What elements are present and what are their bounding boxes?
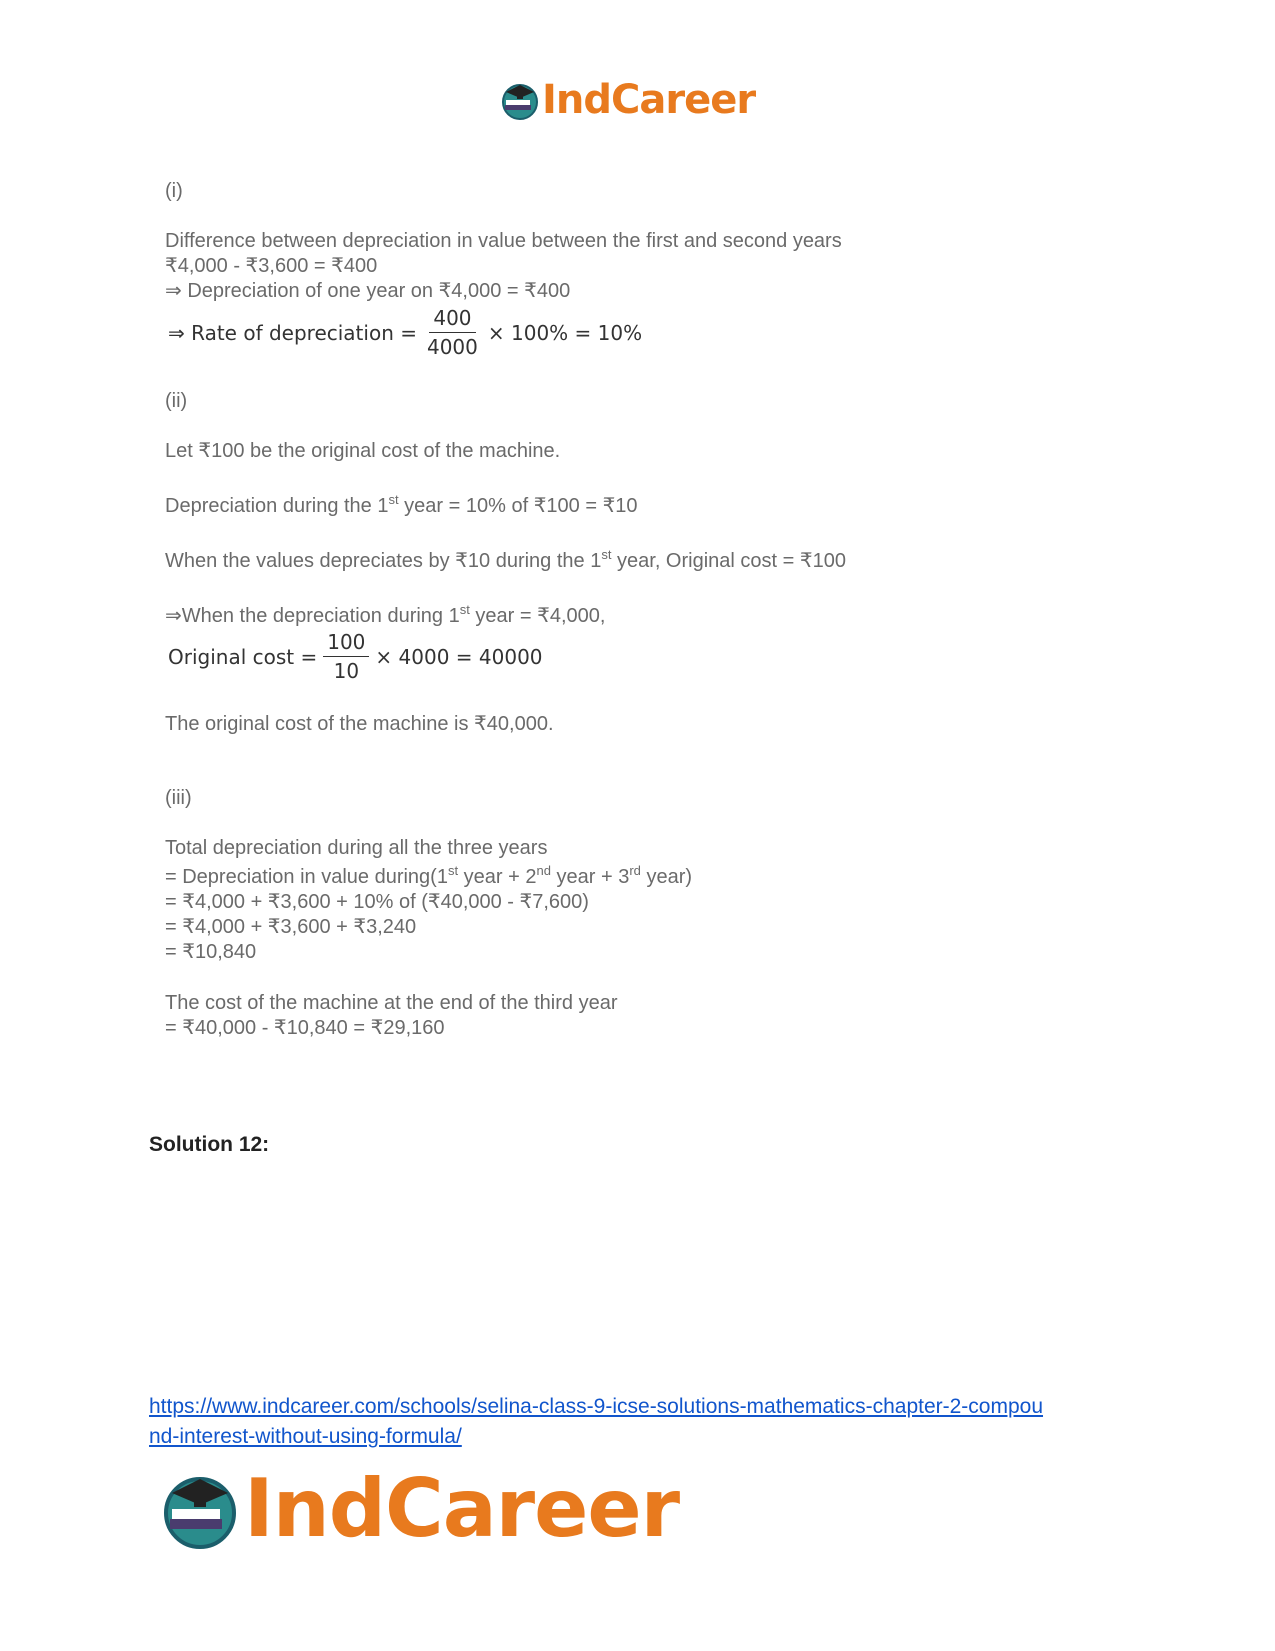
text-segment: year = ₹4,000,	[469, 605, 606, 627]
superscript: st	[459, 602, 470, 617]
part-i-line: Difference between depreciation in value between the first and second years	[165, 230, 842, 252]
text-segment: year + 2	[458, 866, 537, 888]
part-ii-line	[165, 548, 846, 574]
fraction-numerator: 400	[429, 306, 475, 333]
text-segment: year)	[640, 866, 693, 888]
solution-heading: Solution 12:	[149, 1133, 270, 1156]
orig-prefix: Original cost =	[168, 644, 318, 669]
text-segment: Depreciation during the 1	[165, 495, 389, 517]
text-segment: year + 3	[550, 866, 630, 888]
rate-equation	[168, 306, 642, 359]
superscript: rd	[629, 863, 641, 878]
part-i-line: ⇒ Depreciation of one year on ₹4,000 = ₹400	[165, 280, 571, 302]
part-i-line: ₹4,000 - ₹3,600 = ₹400	[165, 255, 378, 277]
part-ii-line	[165, 493, 638, 519]
superscript: nd	[536, 863, 551, 878]
part-iii-line: = ₹4,000 + ₹3,600 + ₹3,240	[165, 916, 417, 938]
superscript: st	[601, 547, 612, 562]
part-ii-line: Let ₹100 be the original cost of the machine.	[165, 440, 561, 462]
part-ii-line: The original cost of the machine is ₹40,000.	[165, 713, 554, 735]
part-iii-line: The cost of the machine at the end of the third year	[165, 992, 618, 1014]
text-segment: When the values depreciates by ₹10 during the 1	[165, 550, 602, 572]
fraction-numerator: 100	[323, 630, 369, 657]
text-segment: = Depreciation in value during(1	[165, 866, 448, 888]
graduation-cap-book-globe-icon	[500, 80, 540, 120]
logo-text: IndCareer	[244, 1462, 680, 1555]
footer-logo	[160, 1462, 680, 1555]
rate-prefix: ⇒ Rate of depreciation =	[168, 320, 417, 345]
fraction-denominator: 4000	[426, 335, 478, 359]
footer-link-line: https://www.indcareer.com/schools/selina-class-9-icse-solutions-mathematics-chapter-2-compou	[149, 1395, 1044, 1418]
text-segment: year, Original cost = ₹100	[611, 550, 846, 572]
rate-fraction	[423, 306, 482, 359]
superscript: st	[447, 863, 459, 878]
part-iii-line	[165, 864, 692, 890]
graduation-cap-book-globe-icon	[160, 1469, 240, 1549]
footer-link[interactable]	[149, 1392, 1129, 1452]
part-iii-line: = ₹4,000 + ₹3,600 + 10% of (₹40,000 - ₹7,600)	[165, 891, 589, 913]
header-logo	[500, 78, 755, 122]
orig-fraction	[323, 630, 369, 683]
part-ii-label: (ii)	[165, 390, 188, 412]
part-iii-label: (iii)	[165, 787, 192, 809]
part-i-label: (i)	[165, 180, 183, 202]
orig-suffix: × 4000 = 40000	[375, 644, 543, 669]
part-iii-line: = ₹40,000 - ₹10,840 = ₹29,160	[165, 1017, 445, 1039]
fraction-denominator: 10	[333, 659, 360, 683]
text-segment: ⇒When the depreciation during 1	[165, 605, 460, 627]
text-segment: year = 10% of ₹100 = ₹10	[398, 495, 638, 517]
logo-text: IndCareer	[542, 77, 756, 123]
part-ii-line	[165, 603, 605, 629]
superscript: st	[388, 492, 399, 507]
rate-suffix: × 100% = 10%	[487, 320, 643, 345]
original-cost-equation	[168, 630, 543, 683]
part-iii-line: Total depreciation during all the three years	[165, 837, 548, 859]
footer-link-line: nd-interest-without-using-formula/	[149, 1425, 462, 1448]
part-iii-line: = ₹10,840	[165, 941, 257, 963]
